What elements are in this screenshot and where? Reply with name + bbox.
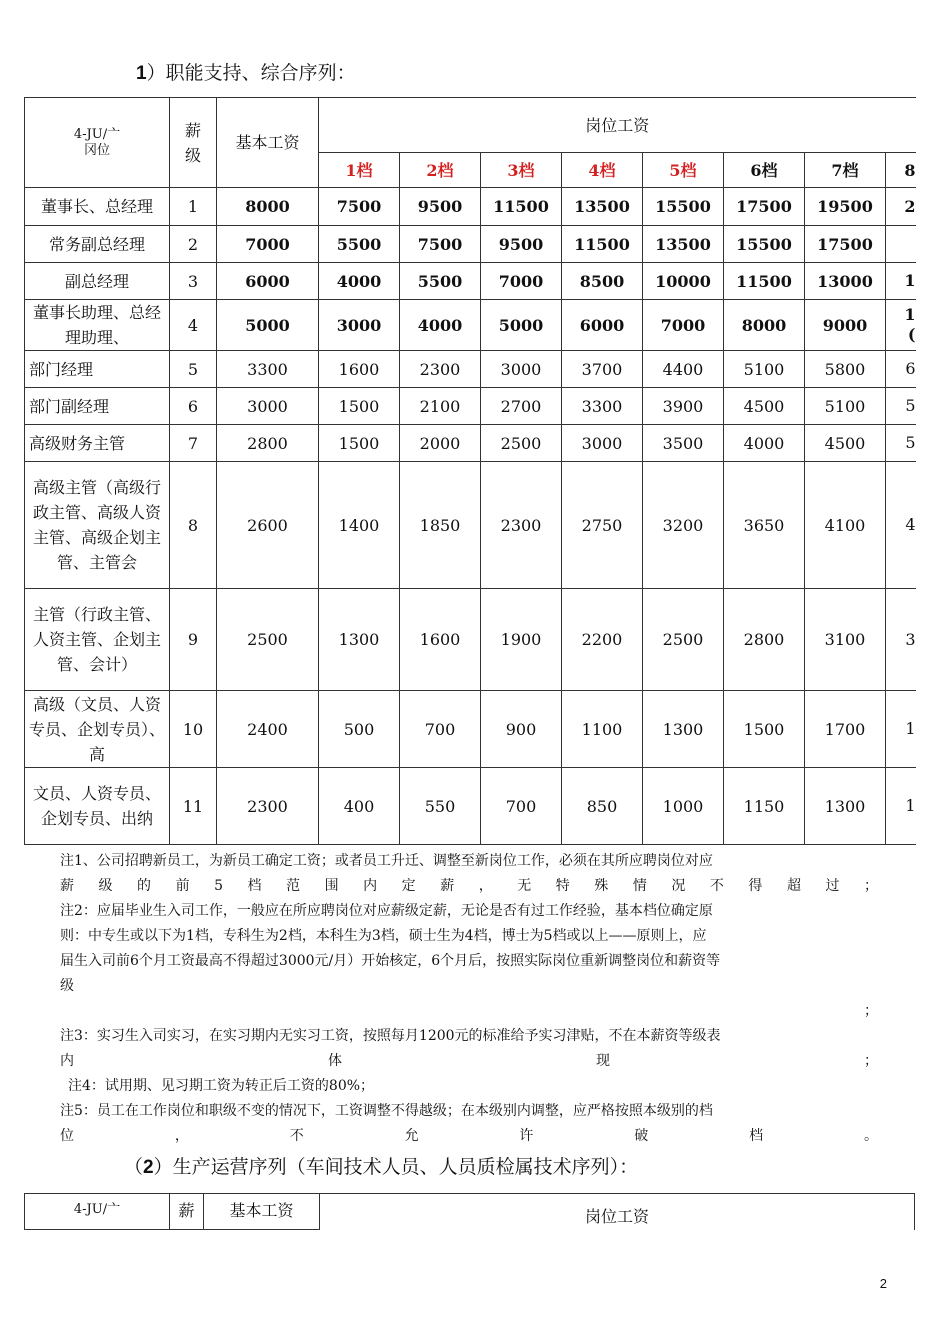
t2-header-level: 薪 — [170, 1194, 204, 1230]
section1-title: ）职能支持、综合序列： — [146, 62, 356, 84]
note-3-line-1: 注3：实习生入司实习，在实习期内无实习工资，按照每月1200元的标准给予实习津贴，不在本薪资等级表 — [60, 1028, 721, 1044]
cell-grade-1: 7500 — [319, 188, 400, 226]
cell-grade-2: 700 — [400, 691, 481, 768]
cell-grade-2: 7500 — [400, 226, 481, 263]
cell-grade-8: 1 — [886, 691, 916, 768]
cell-grade-4: 2200 — [562, 589, 643, 691]
table-row — [25, 462, 916, 589]
cell-base-salary: 6000 — [217, 263, 319, 300]
cell-grade-5: 15500 — [643, 188, 724, 226]
cell-grade-6: 4500 — [724, 388, 805, 425]
cell-grade-1: 1400 — [319, 462, 400, 589]
cell-position: 副总经理 — [25, 263, 170, 300]
cell-grade-5: 3500 — [643, 425, 724, 462]
cell-position: 部门副经理 — [25, 388, 170, 425]
cell-level: 7 — [170, 425, 217, 462]
cell-grade-3: 7000 — [481, 263, 562, 300]
cell-grade-3: 5000 — [481, 300, 562, 351]
t2-header-base-salary: 基本工资 — [204, 1194, 320, 1230]
cell-grade-7: 1700 — [805, 691, 886, 768]
cell-grade-6: 17500 — [724, 188, 805, 226]
cell-grade-8: 1 — [886, 768, 916, 845]
cell-level: 1 — [170, 188, 217, 226]
note-2-line-3: 届生入司前6个月工资最高不得超过3000元/月）开始核定，6个月后，按照实际岗位重新调整岗位和薪资等 — [60, 953, 721, 969]
table-row — [25, 188, 916, 226]
cell-grade-1: 500 — [319, 691, 400, 768]
cell-grade-2: 1850 — [400, 462, 481, 589]
cell-grade-2: 5500 — [400, 263, 481, 300]
cell-base-salary: 2600 — [217, 462, 319, 589]
header-grade-7: 7档 — [805, 153, 886, 188]
cell-grade-6: 4000 — [724, 425, 805, 462]
table-row — [25, 351, 916, 388]
t2-header-position: 4-JU/亠 — [25, 1194, 170, 1230]
cell-grade-3: 700 — [481, 768, 562, 845]
cell-base-salary: 5000 — [217, 300, 319, 351]
cell-grade-5: 1000 — [643, 768, 724, 845]
cell-grade-4: 8500 — [562, 263, 643, 300]
cell-grade-2: 2300 — [400, 351, 481, 388]
cell-grade-4: 2750 — [562, 462, 643, 589]
cell-grade-1: 400 — [319, 768, 400, 845]
cell-grade-8: 1 — [886, 263, 916, 300]
cell-level: 2 — [170, 226, 217, 263]
cell-position: 主管（行政主管、人资主管、企划主管、会计） — [25, 589, 170, 691]
note-1-line-1: 注1、公司招聘新员工，为新员工确定工资；或者员工升迁、调整至新岗位工作，必须在其所应聘岗位对应 — [60, 853, 713, 869]
header-level: 薪 级 — [170, 98, 217, 188]
cell-grade-4: 3300 — [562, 388, 643, 425]
cell-grade-7: 5800 — [805, 351, 886, 388]
cell-grade-3: 2700 — [481, 388, 562, 425]
table-row — [25, 691, 916, 768]
cell-grade-1: 5500 — [319, 226, 400, 263]
cell-position: 高级主管（高级行政主管、高级人资主管、高级企划主管、主管会 — [25, 462, 170, 589]
header-position: 4-JU/亠 冈位 — [25, 98, 170, 188]
cell-grade-1: 3000 — [319, 300, 400, 351]
cell-grade-4: 1100 — [562, 691, 643, 768]
cell-grade-3: 2500 — [481, 425, 562, 462]
cell-grade-3: 1900 — [481, 589, 562, 691]
cell-grade-3: 9500 — [481, 226, 562, 263]
cell-level: 6 — [170, 388, 217, 425]
cell-grade-7: 19500 — [805, 188, 886, 226]
note-4: 注4：试用期、见习期工资为转正后工资的80%； — [68, 1078, 375, 1094]
cell-grade-5: 2500 — [643, 589, 724, 691]
cell-base-salary: 2500 — [217, 589, 319, 691]
table-row — [25, 226, 916, 263]
cell-grade-8: 5 — [886, 425, 916, 462]
cell-grade-7: 9000 — [805, 300, 886, 351]
cell-grade-7: 1300 — [805, 768, 886, 845]
cell-grade-7: 17500 — [805, 226, 886, 263]
cell-grade-4: 6000 — [562, 300, 643, 351]
section2-open-paren: （ — [124, 1156, 144, 1178]
cell-base-salary: 3300 — [217, 351, 319, 388]
header-grade-1: 1档 — [319, 153, 400, 188]
cell-grade-8: 4 — [886, 462, 916, 589]
cell-grade-6: 2800 — [724, 589, 805, 691]
cell-grade-3: 3000 — [481, 351, 562, 388]
cell-grade-1: 1500 — [319, 388, 400, 425]
cell-base-salary: 3000 — [217, 388, 319, 425]
cell-level: 9 — [170, 589, 217, 691]
cell-grade-3: 11500 — [481, 188, 562, 226]
cell-base-salary: 2400 — [217, 691, 319, 768]
table-row — [25, 768, 916, 845]
cell-grade-4: 11500 — [562, 226, 643, 263]
header-grade-6: 6档 — [724, 153, 805, 188]
cell-grade-5: 3900 — [643, 388, 724, 425]
cell-grade-4: 13500 — [562, 188, 643, 226]
cell-grade-7: 4100 — [805, 462, 886, 589]
page-number: 2 — [879, 1276, 887, 1291]
cell-grade-2: 4000 — [400, 300, 481, 351]
cell-grade-8: 2 — [886, 188, 916, 226]
cell-grade-8: 6 — [886, 351, 916, 388]
table-row — [25, 263, 916, 300]
cell-grade-2: 9500 — [400, 188, 481, 226]
cell-grade-5: 4400 — [643, 351, 724, 388]
cell-base-salary: 7000 — [217, 226, 319, 263]
cell-grade-5: 10000 — [643, 263, 724, 300]
cell-grade-8 — [886, 226, 916, 263]
cell-grade-1: 4000 — [319, 263, 400, 300]
section2-heading — [124, 1152, 638, 1179]
note-2-line-2: 则：中专生或以下为1档，专科生为2档，本科生为3档，硕士生为4档，博士为5档或以上——原则上，应 — [60, 928, 707, 944]
cell-grade-7: 4500 — [805, 425, 886, 462]
cell-grade-6: 1500 — [724, 691, 805, 768]
cell-grade-6: 3650 — [724, 462, 805, 589]
header-base-salary: 基本工资 — [217, 98, 319, 188]
notes — [60, 849, 878, 1149]
cell-grade-4: 3700 — [562, 351, 643, 388]
cell-grade-7: 13000 — [805, 263, 886, 300]
cell-grade-1: 1600 — [319, 351, 400, 388]
section1-number: 1 — [136, 63, 147, 84]
t2-header-post-salary: 岗位工资 — [320, 1194, 915, 1230]
note-2-line-4: 级 — [60, 978, 74, 994]
table-row — [25, 425, 916, 462]
header-grade-5: 5档 — [643, 153, 724, 188]
section1-heading — [136, 58, 356, 85]
note-5-line-1: 注5：员工在工作岗位和职级不变的情况下，工资调整不得越级；在本级别内调整，应严格按照本级别的档 — [60, 1103, 713, 1119]
section2-title: ）生产运营序列（车间技术人员、人员质检属技术序列）： — [153, 1156, 639, 1178]
cell-grade-5: 1300 — [643, 691, 724, 768]
cell-grade-8: 5 — [886, 388, 916, 425]
cell-grade-8: 1 ( — [886, 300, 916, 351]
note-2-line-5: ； — [864, 1003, 878, 1019]
header-grade-4: 4档 — [562, 153, 643, 188]
cell-grade-5: 13500 — [643, 226, 724, 263]
cell-level: 8 — [170, 462, 217, 589]
cell-grade-5: 3200 — [643, 462, 724, 589]
cell-grade-2: 1600 — [400, 589, 481, 691]
section2-number: 2 — [143, 1157, 154, 1178]
cell-grade-6: 1150 — [724, 768, 805, 845]
cell-grade-1: 1500 — [319, 425, 400, 462]
cell-grade-5: 7000 — [643, 300, 724, 351]
cell-grade-7: 3100 — [805, 589, 886, 691]
note-5-line-2: 位，不允许破档。 — [60, 1128, 878, 1144]
cell-level: 10 — [170, 691, 217, 768]
cell-level: 11 — [170, 768, 217, 845]
cell-position: 高级财务主管 — [25, 425, 170, 462]
header-grade-2: 2档 — [400, 153, 481, 188]
table-row — [25, 300, 916, 351]
cell-grade-1: 1300 — [319, 589, 400, 691]
header-post-salary: 岗位工资 — [319, 98, 916, 153]
cell-position: 部门经理 — [25, 351, 170, 388]
cell-base-salary: 2800 — [217, 425, 319, 462]
cell-grade-4: 850 — [562, 768, 643, 845]
cell-base-salary: 8000 — [217, 188, 319, 226]
cell-grade-8: 3 — [886, 589, 916, 691]
cell-grade-6: 15500 — [724, 226, 805, 263]
table-row — [25, 388, 916, 425]
cell-grade-3: 2300 — [481, 462, 562, 589]
cell-level: 5 — [170, 351, 217, 388]
cell-base-salary: 2300 — [217, 768, 319, 845]
note-2-line-1: 注2：应届毕业生入司工作，一般应在所应聘岗位对应薪级定薪，无论是否有过工作经验，基本档位确定原 — [60, 903, 713, 919]
header-grade-3: 3档 — [481, 153, 562, 188]
cell-grade-6: 8000 — [724, 300, 805, 351]
header-grade-8: 8 — [886, 153, 916, 188]
note-1-line-2: 薪级的前5档范围内定薪，无特殊情况不得超过； — [60, 878, 878, 894]
cell-grade-6: 11500 — [724, 263, 805, 300]
cell-position: 文员、人资专员、企划专员、出纳 — [25, 768, 170, 845]
cell-grade-4: 3000 — [562, 425, 643, 462]
cell-grade-2: 2100 — [400, 388, 481, 425]
table-row — [25, 589, 916, 691]
cell-position: 董事长、总经理 — [25, 188, 170, 226]
cell-grade-2: 550 — [400, 768, 481, 845]
cell-position: 高级（文员、人资专员、企划专员）、高 — [25, 691, 170, 768]
cell-position: 董事长助理、总经理助理、 — [25, 300, 170, 351]
salary-table-1 — [24, 97, 916, 845]
cell-level: 4 — [170, 300, 217, 351]
cell-grade-3: 900 — [481, 691, 562, 768]
salary-table-2 — [24, 1193, 915, 1230]
cell-level: 3 — [170, 263, 217, 300]
cell-grade-2: 2000 — [400, 425, 481, 462]
cell-grade-6: 5100 — [724, 351, 805, 388]
cell-grade-7: 5100 — [805, 388, 886, 425]
note-3-line-2: 内体现； — [60, 1053, 878, 1069]
cell-position: 常务副总经理 — [25, 226, 170, 263]
